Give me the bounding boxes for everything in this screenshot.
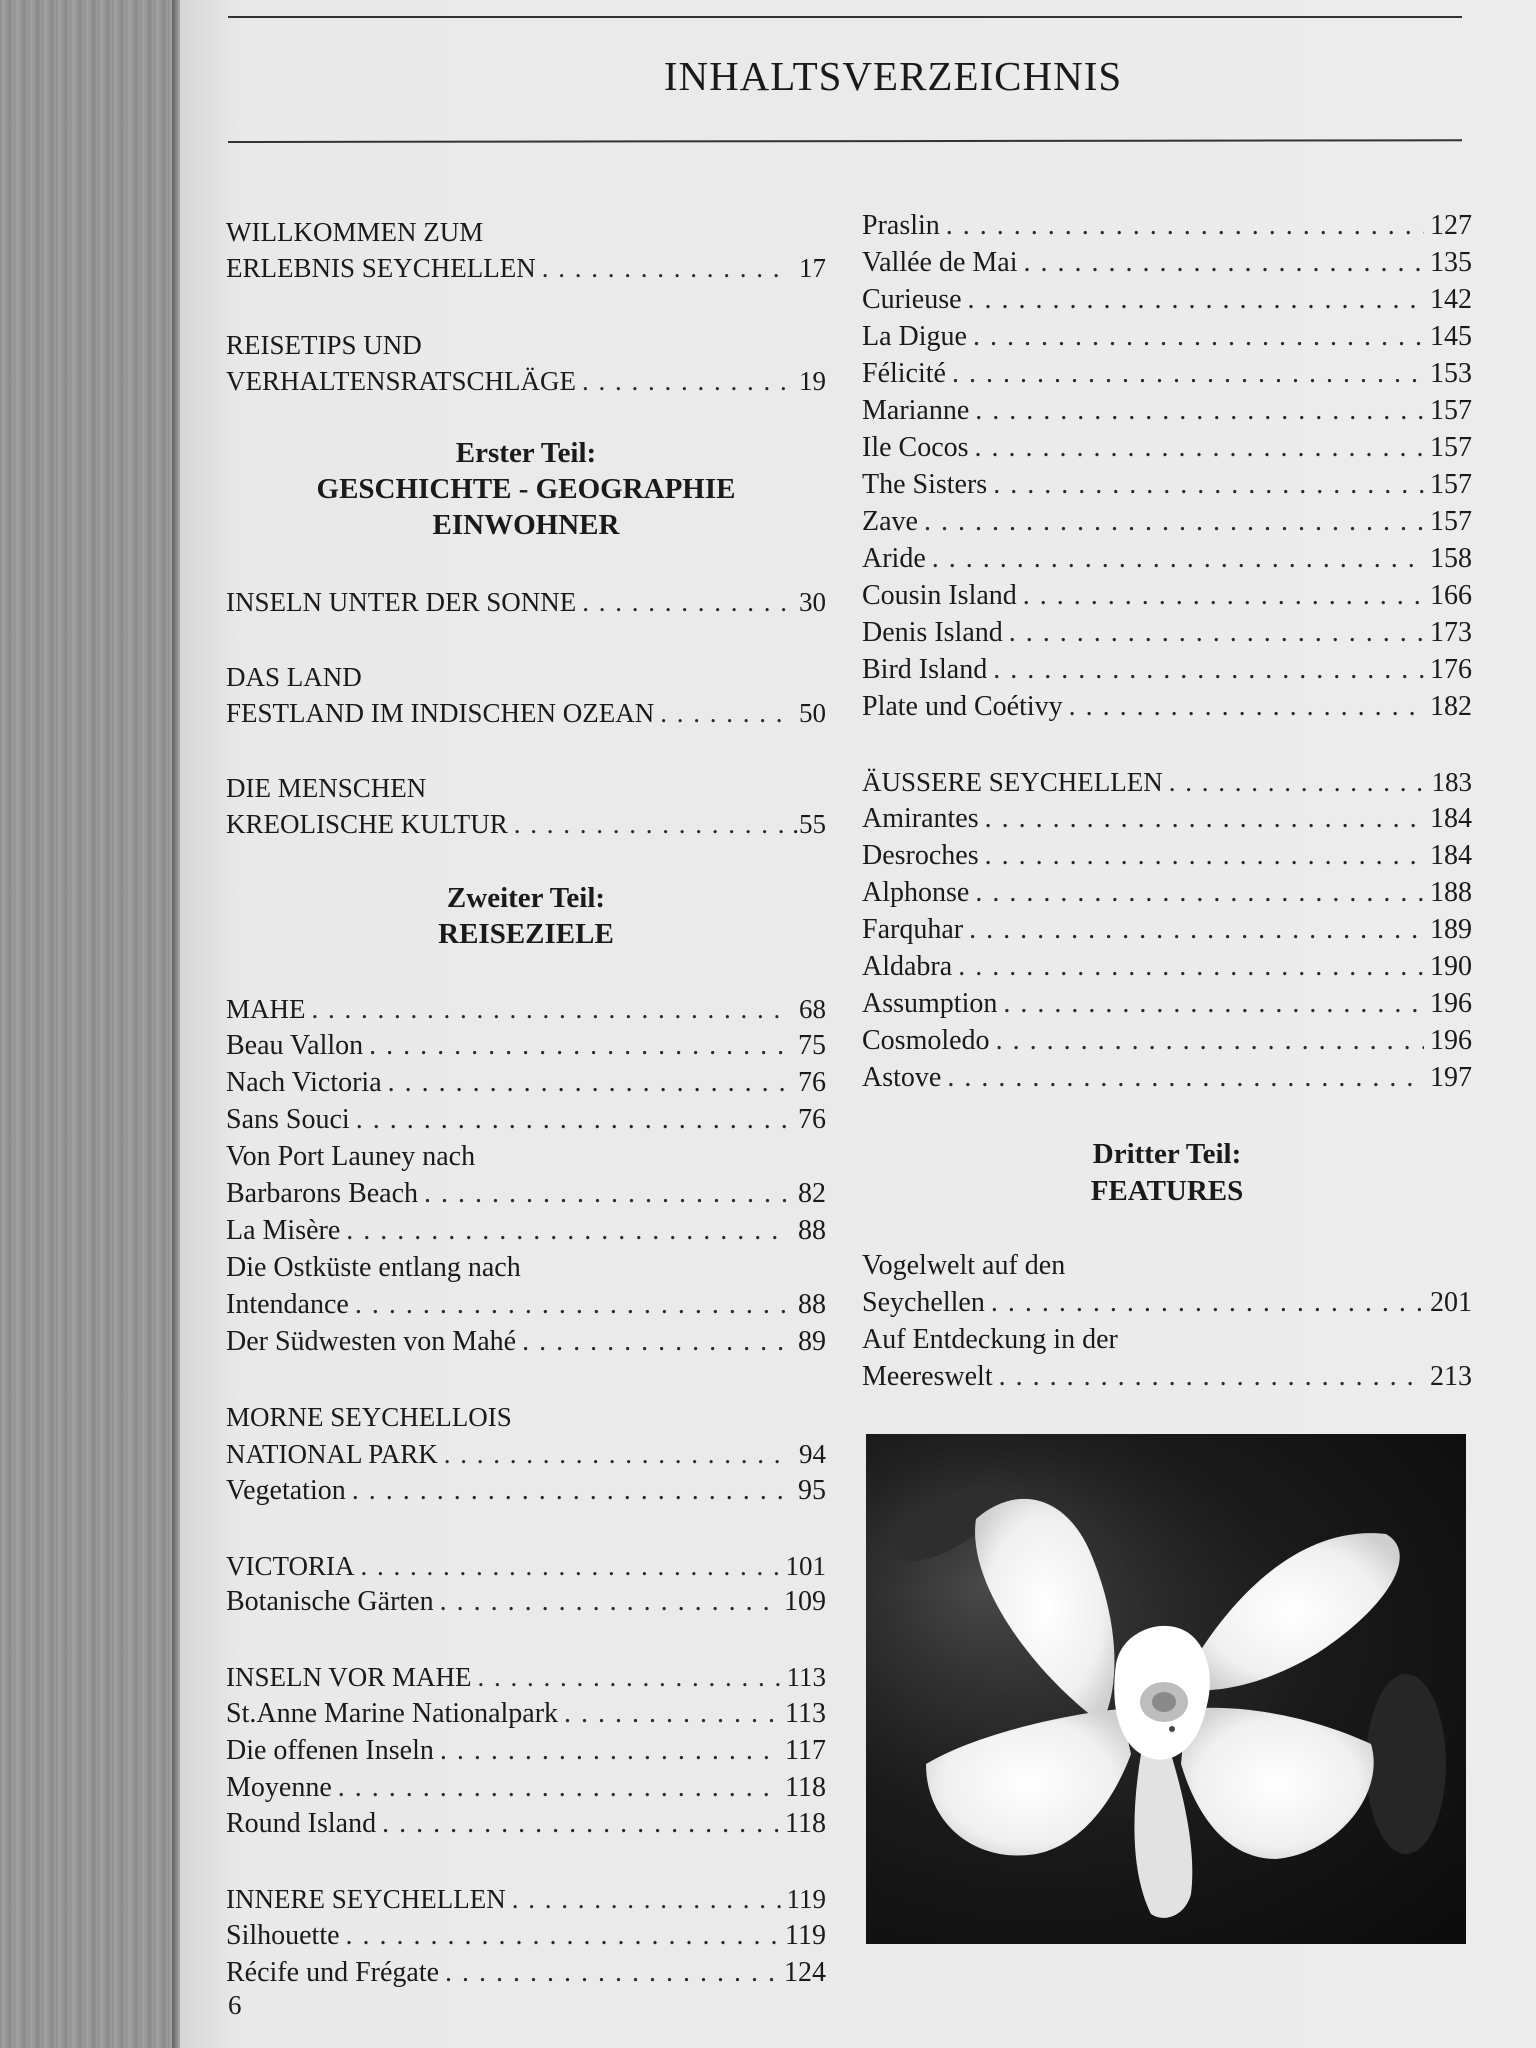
toc-entry-page: 184 xyxy=(1430,803,1472,834)
toc-entry xyxy=(226,991,826,1027)
dot-leader xyxy=(382,1806,779,1842)
toc-entry-label: Cousin Island xyxy=(862,580,1017,611)
toc-entry-label: Zave xyxy=(862,506,918,537)
dot-leader xyxy=(1024,245,1425,281)
dot-leader xyxy=(440,1733,779,1769)
dot-leader xyxy=(444,1436,786,1472)
toc-entry-label: MAHE xyxy=(226,994,306,1024)
toc-entry xyxy=(226,1399,826,1435)
wooden-background xyxy=(0,0,180,2048)
toc-entry-page: 30 xyxy=(799,587,826,617)
toc-entry-page: 113 xyxy=(786,1662,826,1692)
dot-leader xyxy=(1009,615,1424,651)
toc-entry xyxy=(226,327,826,363)
toc-entry-label: DIE MENSCHEN xyxy=(226,773,427,803)
toc-entry-label: Von Port Launey nach xyxy=(226,1141,476,1172)
toc-entry xyxy=(226,695,826,731)
toc-entry-page: 95 xyxy=(798,1475,826,1506)
toc-entry-label: Vogelwelt auf den xyxy=(862,1250,1066,1281)
toc-entry xyxy=(226,584,826,620)
toc-entry-page: 82 xyxy=(798,1178,826,1209)
toc-entry-page: 173 xyxy=(1430,617,1472,648)
toc-entry xyxy=(226,1065,826,1101)
toc-entry-label: Denis Island xyxy=(862,617,1003,648)
dot-leader xyxy=(985,801,1424,837)
toc-entry xyxy=(862,578,1472,614)
toc-entry-page: 157 xyxy=(1430,395,1472,426)
toc-entry-page: 197 xyxy=(1430,1062,1472,1093)
toc-entry xyxy=(862,208,1472,244)
book-page xyxy=(180,0,1536,2048)
toc-entry-label: Praslin xyxy=(862,210,940,241)
toc-entry-label: Beau Vallon xyxy=(226,1030,364,1061)
toc-entry-page: 88 xyxy=(798,1289,826,1320)
dot-leader xyxy=(1169,764,1426,800)
toc-entry-page: 158 xyxy=(1430,543,1472,574)
dot-leader xyxy=(969,912,1424,948)
toc-entry xyxy=(862,1023,1472,1059)
toc-entry-label: INSELN VOR MAHE xyxy=(226,1662,472,1692)
dot-leader xyxy=(312,991,787,1027)
toc-entry xyxy=(226,1770,826,1806)
dot-leader xyxy=(975,430,1424,466)
toc-entry-label: Die offenen Inseln xyxy=(226,1735,434,1766)
toc-entry xyxy=(226,1028,826,1064)
toc-entry-page: 166 xyxy=(1430,580,1472,611)
toc-entry xyxy=(862,689,1472,725)
toc-entry-page: 190 xyxy=(1430,951,1472,982)
toc-entry xyxy=(862,801,1472,837)
dot-leader xyxy=(1003,986,1424,1022)
toc-entry xyxy=(862,1248,1472,1284)
toc-entry-label: La Misère xyxy=(226,1215,341,1246)
dot-leader xyxy=(512,1881,781,1917)
toc-entry xyxy=(226,214,826,250)
toc-entry-label: The Sisters xyxy=(862,469,988,500)
toc-entry-page: 145 xyxy=(1430,321,1472,352)
toc-entry-label: Félicité xyxy=(862,358,946,389)
toc-entry-label: INSELN UNTER DER SONNE xyxy=(226,587,577,617)
toc-entry xyxy=(862,282,1472,318)
dot-leader xyxy=(973,319,1424,355)
dot-leader xyxy=(932,541,1424,577)
toc-entry-page: 157 xyxy=(1430,469,1472,500)
toc-entry-page: 184 xyxy=(1430,840,1472,871)
toc-entry xyxy=(226,1696,826,1732)
toc-entry-page: 89 xyxy=(798,1326,826,1357)
section-heading: Erster Teil: xyxy=(455,437,597,469)
toc-entry xyxy=(226,770,826,806)
toc-entry xyxy=(226,1213,826,1249)
toc-entry-label: Botanische Gärten xyxy=(226,1586,434,1617)
section-heading: Zweiter Teil: xyxy=(446,882,606,914)
dot-leader xyxy=(514,806,786,842)
orchid-flower-icon xyxy=(866,1434,1466,1944)
toc-entry xyxy=(226,1918,826,1954)
dot-leader xyxy=(968,282,1424,318)
toc-entry-label: Vegetation xyxy=(226,1475,346,1506)
dot-leader xyxy=(478,1659,781,1695)
toc-entry xyxy=(226,1548,826,1584)
dot-leader xyxy=(369,1028,786,1064)
toc-entry xyxy=(226,1659,826,1695)
toc-entry-label: Plate und Coétivy xyxy=(862,691,1063,722)
toc-entry xyxy=(226,659,826,695)
toc-entry-page: 118 xyxy=(785,1772,826,1803)
dot-leader xyxy=(522,1324,786,1360)
dot-leader xyxy=(352,1473,786,1509)
toc-entry-page: 113 xyxy=(785,1698,826,1729)
toc-entry-page: 176 xyxy=(1430,654,1472,685)
toc-entry-label: Barbarons Beach xyxy=(226,1178,419,1209)
toc-entry-label: Seychellen xyxy=(862,1287,985,1318)
toc-entry-label: St.Anne Marine Nationalpark xyxy=(226,1698,559,1729)
toc-entry xyxy=(226,1324,826,1360)
dot-leader xyxy=(985,838,1424,874)
toc-entry-label: Alphonse xyxy=(862,877,970,908)
toc-entry-page: 189 xyxy=(1430,914,1472,945)
dot-leader xyxy=(1023,578,1424,614)
toc-entry-page: 124 xyxy=(784,1957,826,1988)
toc-entry-page: 119 xyxy=(785,1920,826,1951)
toc-entry-page: 127 xyxy=(1430,210,1472,241)
toc-entry-label: Round Island xyxy=(226,1808,377,1839)
dot-leader xyxy=(445,1955,778,1991)
dot-leader xyxy=(361,1548,780,1584)
dot-leader xyxy=(975,875,1424,911)
toc-entry-page: 50 xyxy=(799,698,826,728)
toc-entry-label: VERHALTENSRATSCHLÄGE xyxy=(226,366,577,396)
toc-entry-label: NATIONAL PARK xyxy=(226,1439,438,1469)
toc-entry-label: Aldabra xyxy=(862,951,953,982)
toc-entry-label: MORNE SEYCHELLOIS xyxy=(226,1402,512,1432)
toc-entry-label: Amirantes xyxy=(862,803,979,834)
toc-entry-page: 19 xyxy=(799,366,826,396)
dot-leader xyxy=(582,584,786,620)
toc-entry-label: KREOLISCHE KULTUR xyxy=(226,809,508,839)
toc-entry xyxy=(226,1584,826,1620)
toc-entry-label: ERLEBNIS SEYCHELLEN xyxy=(226,253,536,283)
toc-entry-page: .55 xyxy=(792,809,826,839)
toc-entry-label: Aride xyxy=(862,543,926,574)
toc-entry-page: 142 xyxy=(1430,284,1472,315)
dot-leader xyxy=(999,1359,1424,1395)
toc-entry-label: La Digue xyxy=(862,321,967,352)
toc-entry xyxy=(862,838,1472,874)
dot-leader xyxy=(947,1060,1424,1096)
toc-entry xyxy=(862,467,1472,503)
toc-entry xyxy=(226,1733,826,1769)
section-heading: REISEZIELE xyxy=(438,918,614,950)
toc-entry xyxy=(862,875,1472,911)
toc-entry xyxy=(226,1955,826,1991)
toc-entry-label: Astove xyxy=(862,1062,942,1093)
toc-entry-page: 119 xyxy=(786,1884,826,1914)
toc-entry-label: Vallée de Mai xyxy=(862,247,1018,278)
toc-entry xyxy=(862,319,1472,355)
section-heading: EINWOHNER xyxy=(432,509,620,541)
dot-leader xyxy=(564,1696,779,1732)
toc-entry-page: 153 xyxy=(1430,358,1472,389)
toc-entry-label: Ile Cocos xyxy=(862,432,969,463)
toc-entry-label: INNERE SEYCHELLEN xyxy=(226,1884,506,1914)
dot-leader xyxy=(993,652,1424,688)
section-heading: Dritter Teil: xyxy=(1092,1138,1242,1170)
page-title: INHALTSVERZEICHNIS xyxy=(663,53,1123,99)
dot-leader xyxy=(924,504,1424,540)
dot-leader xyxy=(958,949,1424,985)
toc-entry-label: Récife und Frégate xyxy=(226,1957,440,1988)
toc-entry-label: Auf Entdeckung in der xyxy=(862,1324,1118,1355)
toc-entry-label: Marianne xyxy=(862,395,970,426)
toc-entry-page: 68 xyxy=(799,994,826,1024)
toc-entry-page: 75 xyxy=(798,1030,826,1061)
toc-entry xyxy=(862,504,1472,540)
toc-entry-page: 135 xyxy=(1430,247,1472,278)
toc-entry-page: 94 xyxy=(799,1439,826,1469)
dot-leader xyxy=(996,1023,1424,1059)
toc-entry xyxy=(862,986,1472,1022)
orchid-photo xyxy=(866,1434,1466,1944)
dot-leader xyxy=(356,1102,786,1138)
toc-entry xyxy=(862,912,1472,948)
dot-leader xyxy=(1069,689,1424,725)
toc-entry-page: 101 xyxy=(785,1551,826,1581)
toc-entry-page: 182 xyxy=(1430,691,1472,722)
toc-entry-label: Moyenne xyxy=(226,1772,332,1803)
toc-entry xyxy=(226,1881,826,1917)
toc-entry-label: DAS LAND xyxy=(226,662,362,692)
dot-leader xyxy=(660,695,786,731)
dot-leader xyxy=(582,363,786,399)
toc-entry xyxy=(862,949,1472,985)
toc-entry xyxy=(226,1473,826,1509)
toc-entry-page: 76 xyxy=(798,1067,826,1098)
toc-entry xyxy=(226,806,826,842)
toc-entry-label: FESTLAND IM INDISCHEN OZEAN xyxy=(226,698,655,728)
toc-entry-page: 183 xyxy=(1431,767,1472,797)
toc-entry-page: 117 xyxy=(785,1735,826,1766)
dot-leader xyxy=(338,1770,779,1806)
toc-entry-label: VICTORIA xyxy=(226,1551,355,1581)
toc-entry xyxy=(862,541,1472,577)
page-number: 6 xyxy=(228,1990,242,2020)
toc-left-column xyxy=(226,0,826,2048)
toc-entry xyxy=(862,1359,1472,1395)
toc-entry-page: 201 xyxy=(1430,1287,1472,1318)
toc-entry xyxy=(226,1139,826,1175)
toc-entry-label: Intendance xyxy=(226,1289,349,1320)
toc-entry xyxy=(862,764,1472,800)
dot-leader xyxy=(542,250,786,286)
toc-entry-label: WILLKOMMEN ZUM xyxy=(226,217,484,247)
toc-entry-label: Nach Victoria xyxy=(226,1067,382,1098)
toc-entry-label: Desroches xyxy=(862,840,979,871)
dot-leader xyxy=(946,208,1424,244)
toc-entry xyxy=(226,1806,826,1842)
toc-entry-label: Meereswelt xyxy=(862,1361,993,1392)
toc-entry xyxy=(226,1287,826,1323)
toc-entry-label: Curieuse xyxy=(862,284,962,315)
toc-entry xyxy=(862,1060,1472,1096)
toc-entry-label: Farquhar xyxy=(862,914,964,945)
toc-entry xyxy=(226,1436,826,1472)
toc-entry-page: 196 xyxy=(1430,988,1472,1019)
toc-entry xyxy=(862,1285,1472,1321)
toc-entry-label: Bird Island xyxy=(862,654,988,685)
toc-entry-page: 196 xyxy=(1430,1025,1472,1056)
toc-entry-page: 109 xyxy=(784,1586,826,1617)
toc-entry xyxy=(862,1322,1472,1358)
dot-leader xyxy=(346,1918,779,1954)
toc-entry xyxy=(862,245,1472,281)
section-heading: FEATURES xyxy=(1090,1175,1244,1207)
toc-entry-page: 17 xyxy=(799,253,826,283)
toc-entry xyxy=(862,430,1472,466)
toc-entry xyxy=(226,363,826,399)
toc-entry-page: 118 xyxy=(785,1808,826,1839)
toc-entry-label: Silhouette xyxy=(226,1920,340,1951)
dot-leader xyxy=(952,356,1424,392)
section-heading: GESCHICHTE - GEOGRAPHIE xyxy=(316,473,736,505)
toc-entry-label: Die Ostküste entlang nach xyxy=(226,1252,521,1283)
dot-leader xyxy=(388,1065,786,1101)
toc-entry xyxy=(862,356,1472,392)
dot-leader xyxy=(355,1287,786,1323)
toc-entry-label: Der Südwesten von Mahé xyxy=(226,1326,517,1357)
toc-entry-page: 188 xyxy=(1430,877,1472,908)
toc-entry-label: Sans Souci xyxy=(226,1104,350,1135)
dot-leader xyxy=(440,1584,778,1620)
dot-leader xyxy=(424,1176,786,1212)
toc-entry-label: ÄUSSERE SEYCHELLEN xyxy=(862,767,1163,797)
toc-entry xyxy=(862,393,1472,429)
dot-leader xyxy=(993,467,1424,503)
toc-entry xyxy=(226,1176,826,1212)
toc-entry xyxy=(862,615,1472,651)
toc-entry-page: 76 xyxy=(798,1104,826,1135)
toc-entry-page: 157 xyxy=(1430,432,1472,463)
toc-entry xyxy=(226,1250,826,1286)
toc-entry xyxy=(226,1102,826,1138)
toc-entry-label: REISETIPS UND xyxy=(226,330,422,360)
dot-leader xyxy=(991,1285,1424,1321)
toc-entry-page: 213 xyxy=(1430,1361,1472,1392)
dot-leader xyxy=(346,1213,786,1249)
toc-entry-page: 157 xyxy=(1430,506,1472,537)
toc-entry xyxy=(226,250,826,286)
toc-entry-label: Assumption xyxy=(862,988,998,1019)
toc-entry xyxy=(862,652,1472,688)
toc-entry-page: 88 xyxy=(798,1215,826,1246)
dot-leader xyxy=(975,393,1424,429)
toc-entry-label: Cosmoledo xyxy=(862,1025,990,1056)
